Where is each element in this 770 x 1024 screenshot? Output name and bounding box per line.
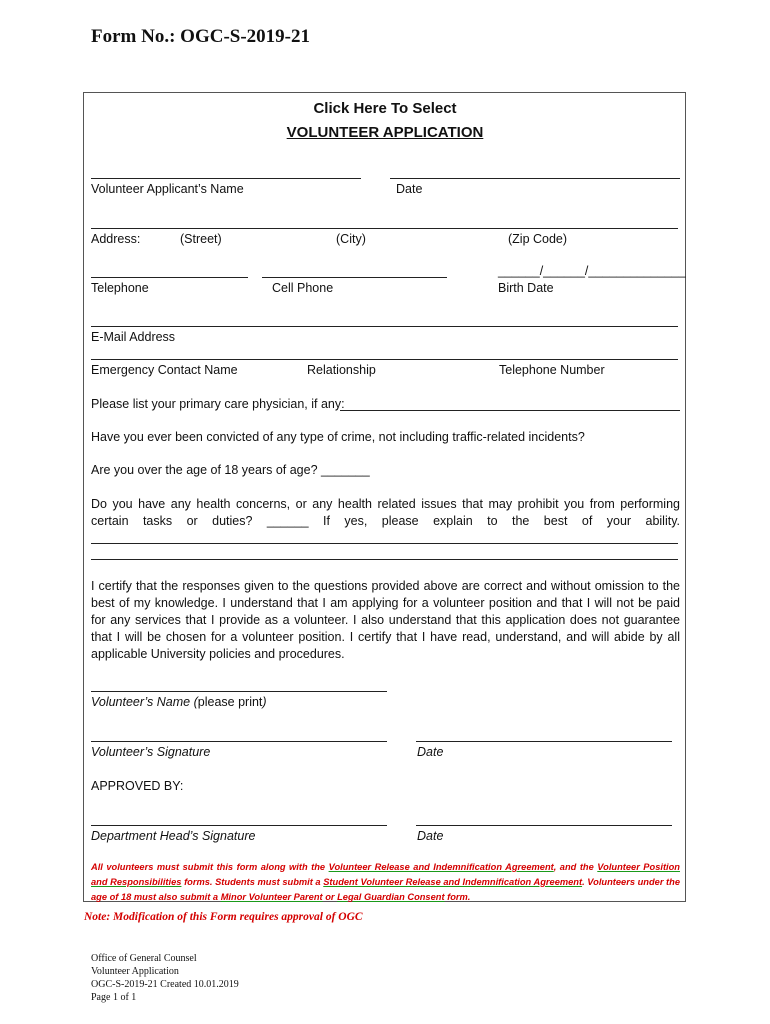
approved-by-label: APPROVED BY: (91, 779, 184, 793)
select-form-link[interactable]: Click Here To Select (313, 100, 457, 117)
footer-doc-name: Volunteer Application (91, 966, 179, 977)
address-label: Address: (91, 232, 141, 246)
city-label: (City) (336, 232, 366, 246)
student-release-link[interactable]: Student Volunteer Release and Indemnification Agreement (323, 877, 583, 887)
birth-date-label: Birth Date (498, 281, 554, 295)
form-title: VOLUNTEER APPLICATION (286, 124, 484, 141)
minor-parent-link[interactable]: Minor Volunteer Parent (220, 892, 323, 902)
dept-head-signature-label: Department Head’s Signature (91, 829, 256, 843)
health-explain-line-1[interactable] (91, 543, 678, 544)
cell-phone-label: Cell Phone (272, 281, 334, 295)
date-2-line[interactable] (416, 825, 672, 826)
certification-text: I certify that the responses given to the questions provided above are correct and without omission to the best of my knowledge. I understand that I am applying for a volunteer position and that I will not be paid for any services that I provide as a volunteer. I also understand that this application does not guarantee that I will be chosen for a volunteer position. I certify that I have read, understand, and will abide by all applicable University policies and procedures. (91, 579, 680, 661)
health-explain-line-2[interactable] (91, 559, 678, 560)
street-label: (Street) (180, 232, 222, 246)
convicted-question: Have you ever been convicted of any type of crime, not including traffic-related incidents? (91, 430, 585, 444)
health-question: Do you have any health concerns, or any health related issues that may prohibit you from performing certain tasks or duties? ______ If yes, please explain to the best of your ability. (91, 497, 680, 528)
volunteer-name-label: Volunteer’s Name (please print) (91, 695, 267, 709)
email-label: E-Mail Address (91, 330, 176, 344)
zip-label: (Zip Code) (508, 232, 568, 246)
cell-phone-line[interactable] (262, 277, 447, 278)
telephone-label: Telephone (91, 281, 149, 295)
date-1-label: Date (417, 745, 444, 759)
birth-date-blank[interactable]: ______/______/______________ (498, 264, 686, 278)
physician-question: Please list your primary care physician, if any: (91, 397, 345, 411)
emergency-contact-label: Emergency Contact Name (91, 363, 238, 377)
relationship-label: Relationship (307, 363, 376, 377)
telephone-number-label: Telephone Number (499, 363, 605, 377)
dept-head-signature-line[interactable] (91, 825, 387, 826)
date-1-line[interactable] (416, 741, 672, 742)
submission-notice: All volunteers must submit this form along with the Volunteer Release and Indemnification Agreement, and the Volunteer Position and Responsibilities forms. Students must submit a Student Volunteer Release and Indemnification Agreement. Volunteers under the age of 18 must also submit a Minor Volunteer Parent or Legal Guardian Consent form. (91, 862, 681, 902)
date-2-label: Date (417, 829, 444, 843)
footer-office: Office of General Counsel (91, 953, 197, 964)
guardian-consent-link[interactable]: Legal Guardian Consent (337, 892, 445, 902)
volunteer-name-line[interactable] (91, 691, 387, 692)
volunteer-signature-line[interactable] (91, 741, 387, 742)
form-number: Form No.: OGC-S-2019-21 (91, 26, 310, 47)
release-agreement-link[interactable]: Volunteer Release and Indemnification Agreement (328, 862, 554, 872)
age-question: Are you over the age of 18 years of age? _______ (91, 463, 370, 477)
email-line[interactable] (91, 326, 678, 327)
position-responsibilities-link[interactable]: Volunteer Position and Responsibilities (91, 862, 680, 887)
footer-page: Page 1 of 1 (91, 992, 137, 1003)
physician-line[interactable] (340, 410, 680, 411)
telephone-line[interactable] (91, 277, 248, 278)
date-line[interactable] (390, 178, 680, 179)
modification-note: Note: Modification of this Form requires approval of OGC (84, 911, 363, 923)
emergency-line[interactable] (91, 359, 678, 360)
applicant-name-label: Volunteer Applicant’s Name (91, 182, 244, 196)
volunteer-signature-label: Volunteer’s Signature (91, 745, 211, 759)
applicant-name-line[interactable] (91, 178, 361, 179)
footer-doc-id: OGC-S-2019-21 Created 10.01.2019 (91, 979, 239, 990)
date-label: Date (396, 182, 423, 196)
address-line[interactable] (91, 228, 678, 229)
